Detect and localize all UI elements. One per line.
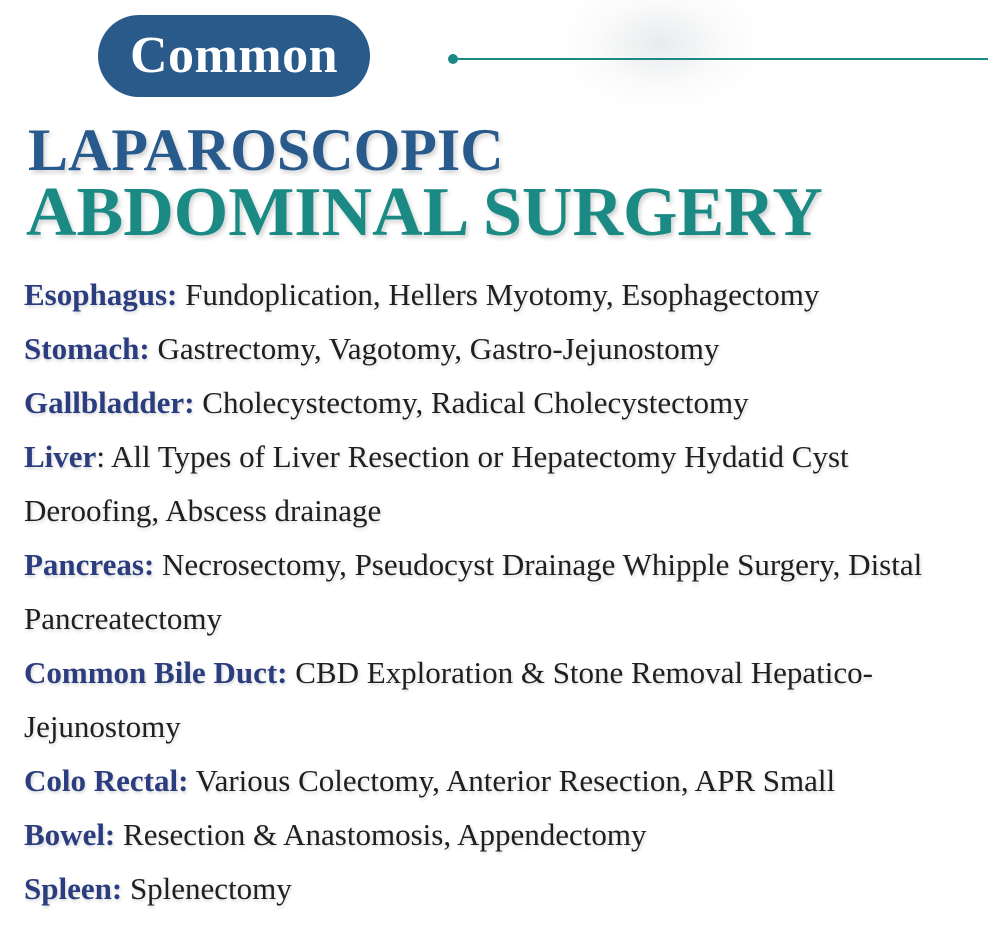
procedure-text: : All Types of Liver Resection or Hepatectomy Hydatid Cyst Deroofing, Abscess drainage [24,439,849,528]
procedure-label: Spleen: [24,871,123,906]
procedure-pancreas [24,538,984,646]
procedure-label: Esophagus: [24,277,178,312]
procedure-gallbladder [24,376,984,430]
procedure-text: Various Colectomy, Anterior Resection, APR Small [188,763,836,798]
procedure-text: Cholecystectomy, Radical Cholecystectomy [194,385,749,420]
procedure-spleen [24,862,984,916]
header-divider [448,53,988,65]
procedure-text: Resection & Anastomosis, Appendectomy [115,817,647,852]
procedure-label: Stomach: [24,331,150,366]
procedure-label: Bowel: [24,817,116,852]
procedure-text: Necrosectomy, Pseudocyst Drainage Whipple Surgery, Distal Pancreatectomy [24,547,923,636]
procedure-list [24,268,984,916]
title-line-1: LAPAROSCOPIC [28,117,504,183]
divider-line [454,58,988,60]
procedure-label: Common Bile Duct: [24,655,288,690]
procedure-esophagus [24,268,984,322]
procedure-label: Pancreas: [24,547,155,582]
procedure-common-bile-duct [24,646,984,754]
procedure-text: Gastrectomy, Vagotomy, Gastro-Jejunostomy [149,331,720,366]
procedure-stomach [24,322,984,376]
procedure-label: Gallbladder: [24,385,195,420]
procedure-bowel [24,808,984,862]
procedure-liver [24,430,984,538]
procedure-text: Fundoplication, Hellers Myotomy, Esophagectomy [177,277,820,312]
procedure-label: Colo Rectal: [24,763,189,798]
procedure-label: Liver [24,439,97,474]
procedure-text: CBD Exploration & Stone Removal Hepatico-Jejunostomy [24,655,873,744]
category-badge: Common [98,15,370,97]
procedure-colo-rectal [24,754,984,808]
procedure-text: Splenectomy [122,871,292,906]
title-line-2: ABDOMINAL SURGERY [26,174,823,251]
